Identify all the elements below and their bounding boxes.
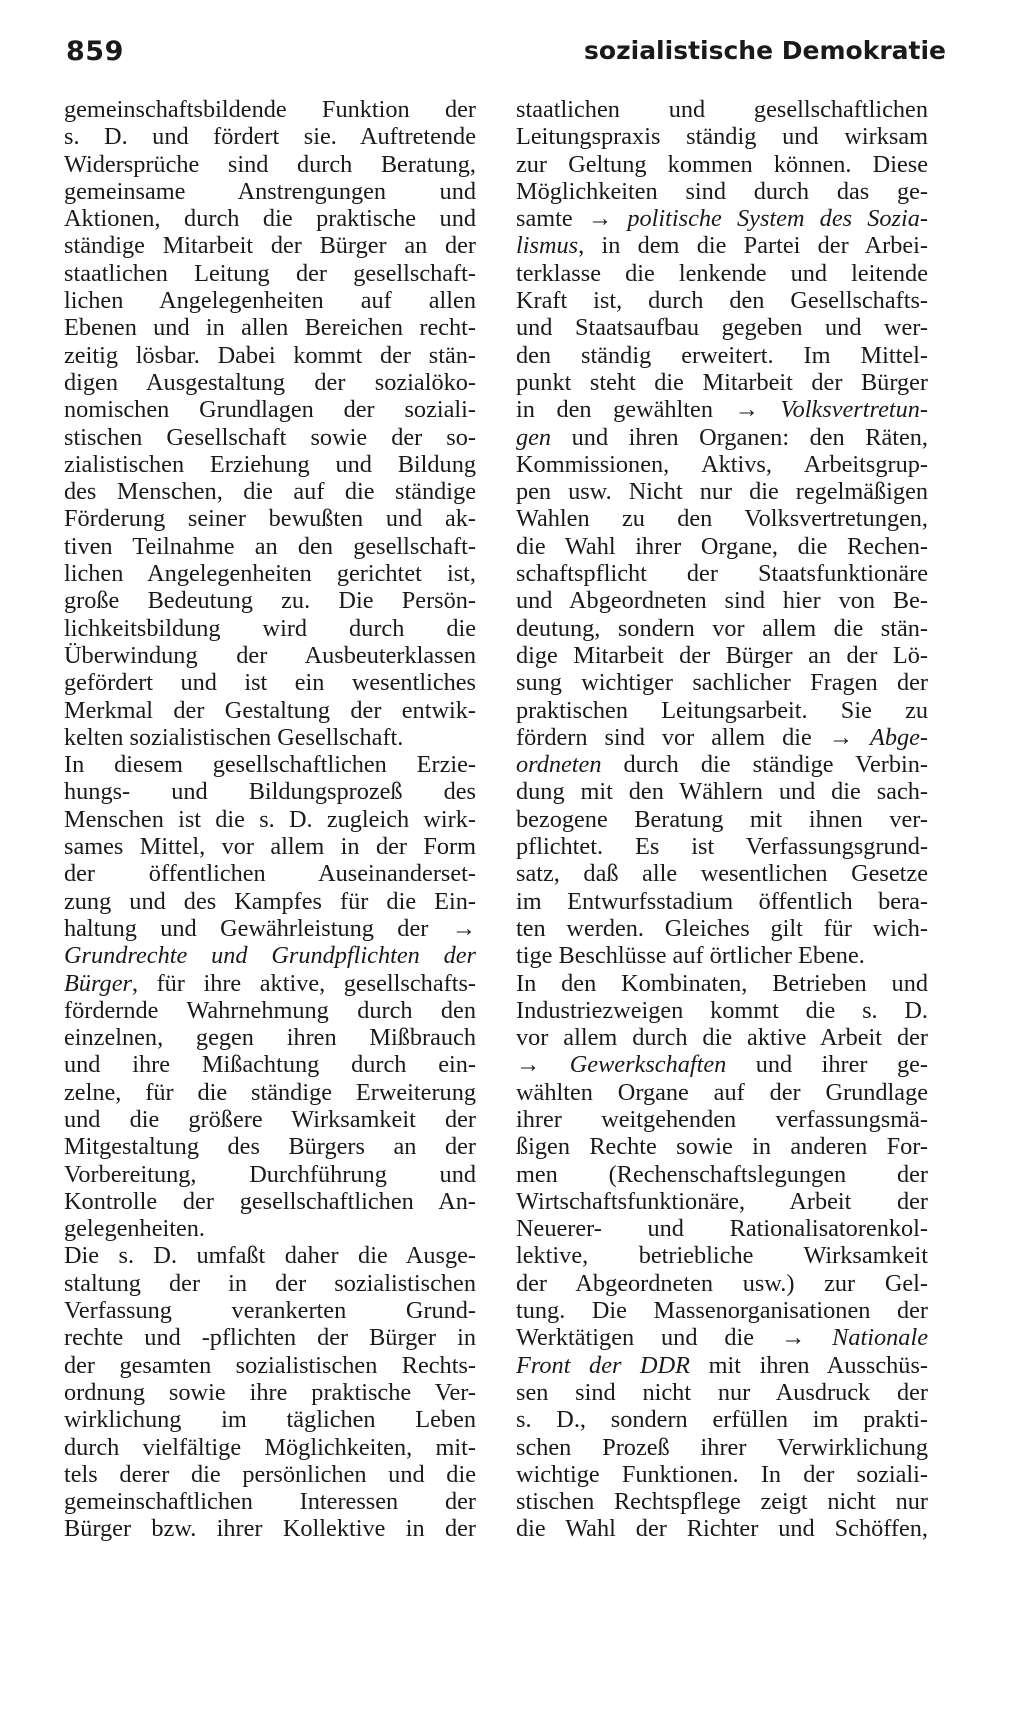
text-line [64,424,476,451]
text-line [516,806,928,833]
italic-reference: Bürger [64,969,132,997]
line-text: In diesem gesellschaftlichen Erzie- [64,751,476,779]
text-line [64,1133,476,1160]
text-line [64,151,476,178]
line-text: Bürger bzw. ihrer Kollektive in der [64,1515,476,1543]
text-line [516,451,928,478]
text-line [64,970,476,997]
text-line [64,1242,476,1269]
text-line [516,751,928,778]
line-text: Förderung seiner bewußten und ak- [64,505,476,533]
text-line [516,669,928,696]
text-line [64,478,476,505]
text-line [516,860,928,887]
line-text: sen sind nicht nur Ausdruck der [516,1378,928,1406]
text-line [516,151,928,178]
line-text: , für ihre aktive, gesellschafts- [131,969,476,997]
line-text: wirklichung im täglichen Leben [64,1406,476,1434]
line-text: zur Geltung kommen können. Diese [516,150,928,178]
line-text: Wahlen zu den Volksvertretungen, [516,505,928,533]
line-text: Aktionen, durch die praktische und [64,205,476,233]
line-text: schaftspflicht der Staatsfunktionäre [516,560,928,588]
text-line [64,178,476,205]
text-line [516,1133,928,1160]
text-line [64,942,476,969]
line-text: der Abgeordneten usw.) zur Gel- [516,1269,928,1297]
line-text: gefördert und ist ein wesentliches [64,669,476,697]
text-line [516,1434,928,1461]
text-line [516,1270,928,1297]
text-line [516,778,928,805]
text-line [64,232,476,259]
line-text: dige Mitarbeit der Bürger an der Lö- [516,641,928,669]
text-line [516,1079,928,1106]
line-text: die Wahl der Richter und Schöffen, [516,1515,928,1543]
text-line [64,1461,476,1488]
text-line [516,1024,928,1051]
text-line [64,287,476,314]
text-line [516,1515,928,1542]
line-text: ten werden. Gleiches gilt für wich- [516,914,928,942]
line-text: pen usw. Nicht nur die regelmäßigen [516,478,928,506]
line-text: zialistischen Erziehung und Bildung [64,450,476,478]
text-line [516,642,928,669]
text-line [64,1515,476,1542]
text-line [516,396,928,423]
line-text: den ständig erweitert. Im Mittel- [516,341,928,369]
text-line [64,915,476,942]
line-text: Merkmal der Gestaltung der entwik- [64,696,476,724]
line-text: dung mit den Wählern und die sach- [516,778,928,806]
line-text: mit ihren Ausschüs- [689,1351,928,1379]
line-text: men (Rechenschaftslegungen der [516,1160,928,1188]
line-text: ihrer weitgehenden verfassungsmä- [516,1105,928,1133]
line-text: Kraft ist, durch den Gesellschafts- [516,287,928,315]
text-line [516,96,928,123]
line-text: und Staatsaufbau gegeben und wer- [516,314,928,342]
line-text: terklasse die lenkende und leitende [516,259,928,287]
line-text: staatlichen und gesellschaftlichen [516,96,928,123]
line-text: gemeinschaftlichen Interessen der [64,1488,476,1516]
line-text: lichen Angelegenheiten gerichtet ist, [64,560,476,588]
line-text: große Bedeutung zu. Die Persön- [64,587,476,615]
line-text: deutung, sondern vor allem die stän- [516,614,928,642]
text-line [516,342,928,369]
line-text: Leitungspraxis ständig und wirksam [516,123,928,151]
text-line [64,96,476,123]
line-text: tige Beschlüsse auf örtlicher Ebene. [516,942,865,970]
line-text: kelten sozialistischen Gesellschaft. [64,723,404,751]
line-text: lichkeitsbildung wird durch die [64,614,476,642]
text-line [516,615,928,642]
line-text: Möglichkeiten sind durch das ge- [516,177,928,205]
text-line [64,860,476,887]
line-text: im Entwurfsstadium öffentlich bera- [516,887,928,915]
text-line [516,1406,928,1433]
text-line [64,1297,476,1324]
text-line [64,587,476,614]
line-text: Neuerer- und Rationalisatorenkol- [516,1215,928,1243]
line-text: Verfassung verankerten Grund- [64,1297,476,1325]
line-text: lektive, betriebliche Wirksamkeit [516,1242,928,1270]
line-text: → [516,1051,570,1079]
page-header [66,36,946,80]
line-text: sung wichtiger sachlicher Fragen der [516,669,928,697]
text-line [516,587,928,614]
text-line [516,888,928,915]
text-line [516,1106,928,1133]
text-line [516,533,928,560]
text-line [64,560,476,587]
left-text-column [64,96,476,1543]
text-line [64,751,476,778]
line-text: fördernde Wahrnehmung durch den [64,996,476,1024]
text-line [64,342,476,369]
line-text: stischen Gesellschaft sowie der so- [64,423,476,451]
line-text: tiven Teilnahme an den gesellschaft- [64,532,476,560]
text-line [64,778,476,805]
text-line [64,1324,476,1351]
italic-reference: Volksvertretun- [780,396,928,424]
line-text: hungs- und Bildungsprozeß des [64,778,476,806]
line-text: nomischen Grundlagen der soziali- [64,396,476,424]
line-text: des Menschen, die auf die ständige [64,478,476,506]
line-text: Widersprüche sind durch Beratung, [64,150,476,178]
text-line [516,369,928,396]
italic-reference: Gewerkschaften [569,1051,727,1079]
text-line [516,1379,928,1406]
line-text: wichtige Funktionen. In der soziali- [516,1460,928,1488]
text-line [516,1161,928,1188]
line-text: schen Prozeß ihrer Verwirklichung [516,1433,928,1461]
line-text: und ihrer ge- [726,1051,928,1079]
line-text: und ihre Mißachtung durch ein- [64,1051,476,1079]
line-text: s. D., sondern erfüllen im prakti- [516,1406,928,1434]
text-line [64,1161,476,1188]
text-line [516,942,928,969]
line-text: punkt steht die Mitarbeit der Bürger [516,368,928,396]
line-text: tung. Die Massenorganisationen der [516,1297,928,1325]
text-line [64,697,476,724]
text-line [516,1352,928,1379]
italic-reference: politische System des Sozia- [627,205,928,233]
text-line [516,833,928,860]
line-text: der gesamten sozialistischen Rechts- [64,1351,476,1379]
text-line [64,505,476,532]
text-line [516,1488,928,1515]
line-text: Wirtschaftsfunktionäre, Arbeit der [516,1187,928,1215]
text-line [64,1379,476,1406]
line-text: ordnung sowie ihre praktische Ver- [64,1378,476,1406]
line-text: Die s. D. umfaßt daher die Ausge- [64,1242,476,1270]
line-text: Mitgestaltung des Bürgers an der [64,1133,476,1161]
text-line [64,615,476,642]
line-text: satz, daß alle wesentlichen Gesetze [516,860,928,888]
line-text: und Abgeordneten sind hier von Be- [516,587,928,615]
text-line [516,915,928,942]
italic-reference: gen [516,423,552,451]
line-text: Ebenen und in allen Bereichen recht- [64,314,476,342]
text-line [516,1242,928,1269]
text-line [64,1051,476,1078]
line-text: Kommissionen, Aktivs, Arbeitsgrup- [516,450,928,478]
line-text: Überwindung der Ausbeuterklassen [64,641,476,669]
text-line [516,1324,928,1351]
text-line [64,396,476,423]
text-line [516,232,928,259]
line-text: zeitig lösbar. Dabei kommt der stän- [64,341,476,369]
text-line [516,997,928,1024]
italic-reference: Front der DDR [516,1351,690,1379]
text-line [516,287,928,314]
text-line [64,1106,476,1133]
text-line [516,724,928,751]
text-line [516,970,928,997]
text-line [64,642,476,669]
text-line [516,1188,928,1215]
text-line [64,533,476,560]
line-text: in den gewählten → [516,396,781,424]
text-line [64,369,476,396]
text-line [64,997,476,1024]
text-line [64,1434,476,1461]
text-line [64,1352,476,1379]
line-text: Industriezweigen kommt die s. D. [516,996,928,1024]
line-text: fördern sind vor allem die → [516,723,870,751]
line-text: haltung und Gewährleistung der → [64,914,476,942]
italic-reference: lismus [516,232,579,260]
text-line [516,1051,928,1078]
line-text: digen Ausgestaltung der sozialöko- [64,368,476,396]
line-text: staatlichen Leitung der gesellschaft- [64,259,476,287]
text-line [516,314,928,341]
italic-reference: Abge- [869,723,928,751]
line-text: ständige Mitarbeit der Bürger an der [64,232,476,260]
line-text: tels derer die persönlichen und die [64,1460,476,1488]
line-text: stischen Rechtspflege zeigt nicht nur [516,1488,928,1516]
text-line [516,260,928,287]
line-text: rechte und -pflichten der Bürger in [64,1324,476,1352]
text-line [64,205,476,232]
text-line [64,1079,476,1106]
text-line [516,505,928,532]
text-line [516,560,928,587]
text-line [516,697,928,724]
italic-reference: Nationale [832,1324,928,1352]
line-text: praktischen Leitungsarbeit. Sie zu [516,696,928,724]
line-text: und ihren Organen: den Räten, [551,423,928,451]
line-text: zelne, für die ständige Erweiterung [64,1078,476,1106]
line-text: bezogene Beratung mit ihnen ver- [516,805,928,833]
line-text: Kontrolle der gesellschaftlichen An- [64,1187,476,1215]
line-text: und die größere Wirksamkeit der [64,1105,476,1133]
line-text: einzelnen, gegen ihren Mißbrauch [64,1024,476,1052]
line-text: pflichtet. Es ist Verfassungsgrund- [516,833,928,861]
text-line [516,123,928,150]
line-text: Vorbereitung, Durchführung und [64,1160,476,1188]
line-text: durch vielfältige Möglichkeiten, mit- [64,1433,476,1461]
text-line [516,1215,928,1242]
text-line [64,1188,476,1215]
italic-reference: Grundrechte und Grundpflichten der [64,942,476,970]
line-text: ßigen Rechte sowie in anderen For- [516,1133,928,1161]
text-line [64,314,476,341]
text-line [64,1406,476,1433]
line-text: der öffentlichen Auseinanderset- [64,860,476,888]
running-head: sozialistische Demokratie [584,36,946,65]
text-line [64,451,476,478]
line-text: durch die ständige Verbin- [601,751,928,779]
text-line [64,260,476,287]
text-line [64,806,476,833]
text-line [64,1270,476,1297]
text-line [516,478,928,505]
line-text: zung und des Kampfes für die Ein- [64,887,476,915]
text-line [64,724,476,751]
line-text: wählten Organe auf der Grundlage [516,1078,928,1106]
text-line [64,669,476,696]
italic-reference: ordneten [516,751,602,779]
line-text: gelegenheiten. [64,1215,205,1243]
line-text: Werktätigen und die → [516,1324,833,1352]
line-text: In den Kombinaten, Betrieben und [516,969,928,997]
text-line [516,1461,928,1488]
line-text: vor allem durch die aktive Arbeit der [516,1024,928,1052]
line-text: Menschen ist die s. D. zugleich wirk- [64,805,476,833]
text-line [516,178,928,205]
line-text: s. D. und fördert sie. Auftretende [64,123,476,151]
line-text: sames Mittel, vor allem in der Form [64,833,476,861]
text-line [64,123,476,150]
line-text: gemeinsame Anstrengungen und [64,177,476,205]
text-line [64,1024,476,1051]
text-line [516,424,928,451]
text-line [64,833,476,860]
text-line [64,1488,476,1515]
text-line [516,205,928,232]
text-line [516,1297,928,1324]
line-text: , in dem die Partei der Arbei- [578,232,928,260]
line-text: samte → [516,205,628,233]
line-text: die Wahl ihrer Organe, die Rechen- [516,532,928,560]
line-text: lichen Angelegenheiten auf allen [64,287,476,315]
text-line [64,888,476,915]
right-text-column [516,96,928,1543]
line-text: staltung der in der sozialistischen [64,1269,476,1297]
line-text: gemeinschaftsbildende Funktion der [64,96,476,123]
page-number: 859 [66,36,124,67]
text-line [64,1215,476,1242]
